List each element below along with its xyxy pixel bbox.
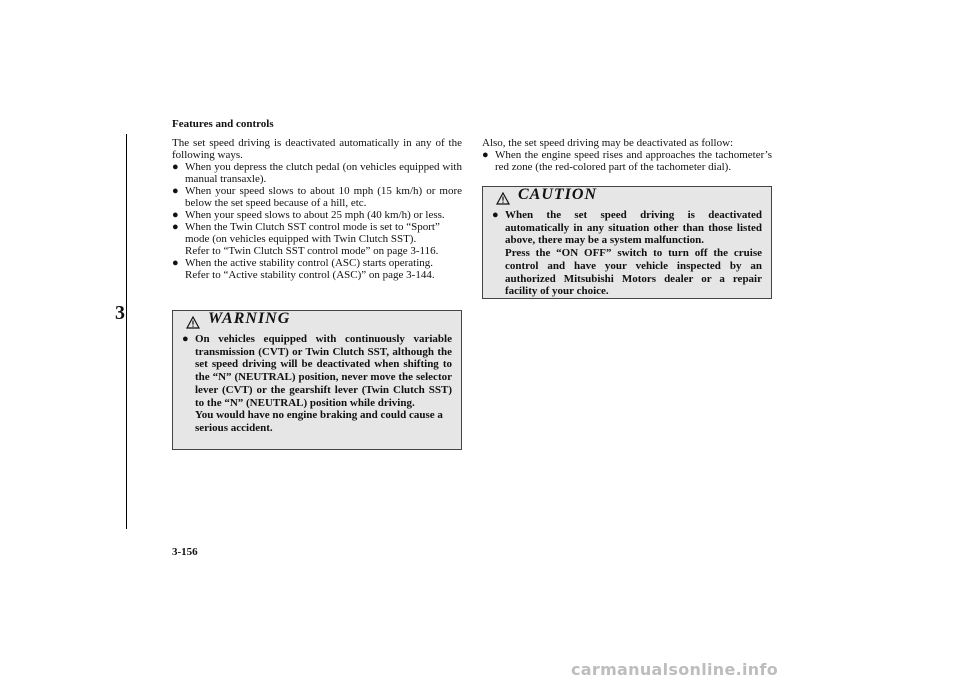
list-item-text: When your speed slows to about 25 mph (40 km/h) or less. xyxy=(185,209,445,221)
deactivation-list xyxy=(172,161,462,281)
chapter-number: 3 xyxy=(115,302,125,324)
bullet-icon: ● xyxy=(172,221,179,233)
list-item xyxy=(172,161,462,185)
bullet-icon: ● xyxy=(182,333,189,345)
bullet-icon: ● xyxy=(492,209,499,221)
list-item-text: When the engine speed rises and approaches the tachometer’s red zone (the red-colored part of the tachometer dial). xyxy=(495,149,772,173)
list-item xyxy=(172,185,462,209)
bullet-icon: ● xyxy=(172,161,179,173)
list-item xyxy=(172,221,462,257)
list-item xyxy=(172,257,462,281)
bullet-icon: ● xyxy=(172,257,179,269)
list-item-text: When your speed slows to about 10 mph (15 km/h) or more below the set speed because of a hill, etc. xyxy=(185,185,462,209)
warning-item xyxy=(182,333,452,435)
warning-title: WARNING xyxy=(208,310,291,327)
right-column xyxy=(482,137,772,173)
caution-header xyxy=(492,187,762,209)
page-reference: Refer to “Active stability control (ASC)” on page 3-144. xyxy=(185,269,435,281)
list-item xyxy=(172,209,462,221)
warning-box xyxy=(172,310,462,450)
list-item-text: When the Twin Clutch SST control mode is set to “Sport” mode (on vehicles equipped with Twin Clutch SST). xyxy=(185,221,440,245)
intro-paragraph: Also, the set speed driving may be deactivated as follow: xyxy=(482,137,734,149)
warning-triangle-icon xyxy=(496,192,510,205)
additional-deactivation-list xyxy=(482,149,772,173)
list-item-text: When you depress the clutch pedal (on vehicles equipped with manual transaxle). xyxy=(185,161,462,185)
caution-follow-text: Press the “ON OFF” switch to turn off the cruise control and have your vehicle inspected by an authorized Mitsubishi Motors dealer or a repair facility of your choice. xyxy=(505,247,762,298)
caution-item xyxy=(492,209,762,298)
warning-triangle-icon xyxy=(186,316,200,329)
warning-text: On vehicles equipped with continuously variable transmission (CVT) or Twin Clutch SST, although the set speed driving will be deactivated when shifting to the “N” (NEUTRAL) position, never move the selector lever (CVT) or the gearshift lever (Twin Clutch SST) to the “N” (NEUTRAL) position while driving. xyxy=(195,333,452,409)
warning-follow-text: You would have no engine braking and could cause a serious accident. xyxy=(195,409,443,434)
caution-title: CAUTION xyxy=(518,186,598,203)
bullet-icon: ● xyxy=(172,209,179,221)
watermark-link[interactable]: carmanualsonline.info xyxy=(571,660,779,679)
intro-paragraph: The set speed driving is deactivated automatically in any of the following ways. xyxy=(172,137,462,161)
warning-header xyxy=(182,311,452,333)
bullet-icon: ● xyxy=(172,185,179,197)
chapter-divider xyxy=(126,134,127,529)
list-item-text: When the active stability control (ASC) starts operating. xyxy=(185,257,434,269)
list-item xyxy=(482,149,772,173)
bullet-icon: ● xyxy=(482,149,489,161)
caution-box xyxy=(482,186,772,299)
page-number: 3-156 xyxy=(172,546,198,558)
section-header: Features and controls xyxy=(172,118,274,130)
left-column xyxy=(172,137,462,281)
page-reference: Refer to “Twin Clutch SST control mode” on page 3-116. xyxy=(185,245,439,257)
caution-text: When the set speed driving is deactivated automatically in any situation other than those listed above, there may be a system malfunction. xyxy=(505,209,762,247)
